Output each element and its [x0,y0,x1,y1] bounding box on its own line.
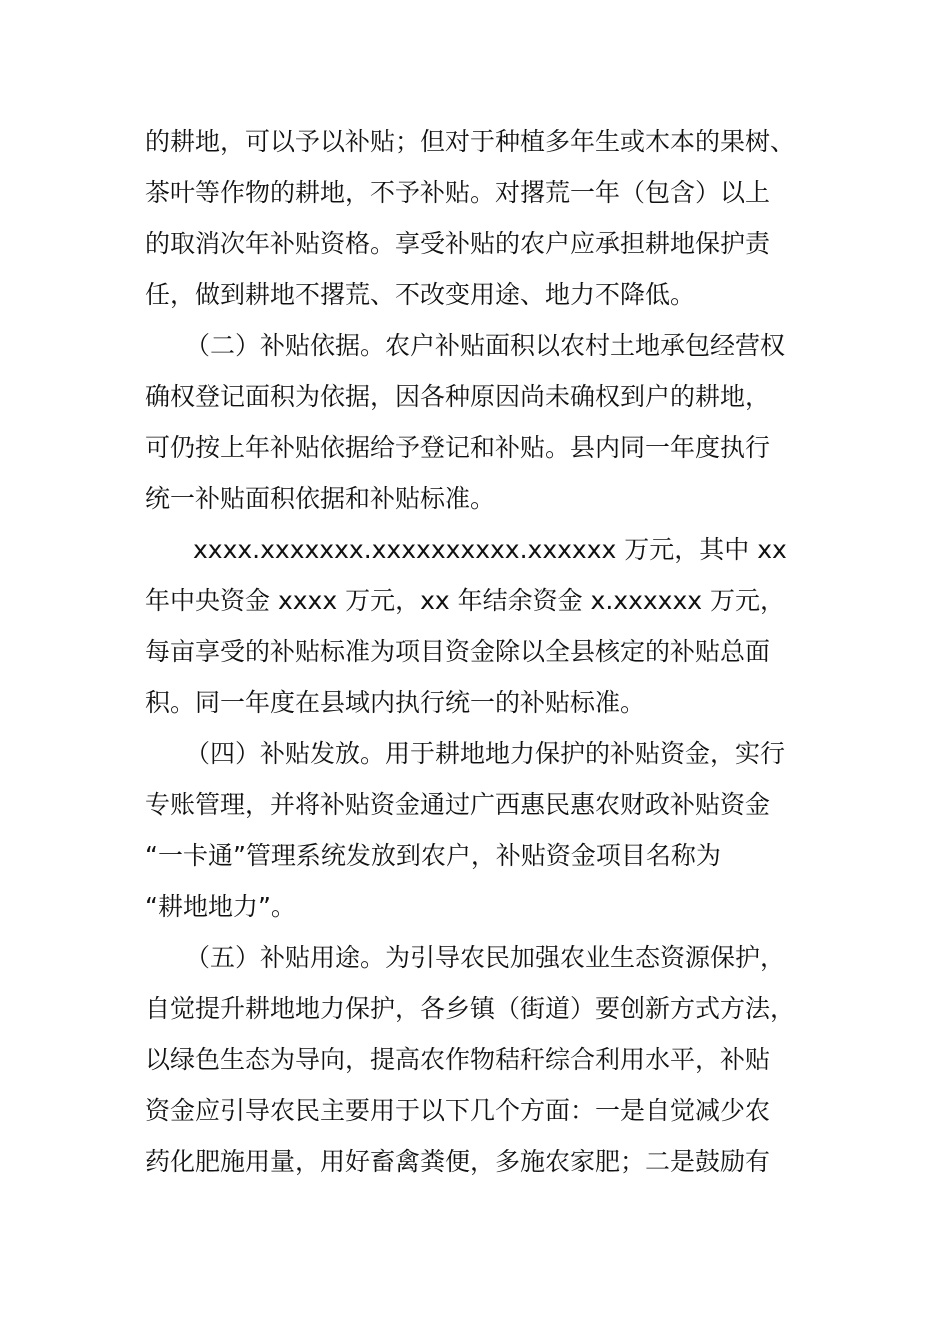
text-line: 药化肥施用量，用好畜禽粪便，多施农家肥；二是鼓励有 [145,1147,771,1176]
text-line: 的取消次年补贴资格。享受补贴的农户应承担耕地保护责 [145,229,771,258]
text-line: 的耕地，可以予以补贴；但对于种植多年生或木本的果树、 [145,127,796,156]
text-line: “一卡通”管理系统发放到农户，补贴资金项目名称为 [145,841,721,870]
text-line: 任，做到耕地不撂荒、不改变用途、地力不降低。 [145,280,696,309]
text-line: 确权登记面积为依据，因各种原因尚未确权到户的耕地， [145,382,771,411]
text-line: 以绿色生态为导向，提高农作物秸秆综合利用水平，补贴 [145,1045,771,1074]
text-line: 资金应引导农民主要用于以下几个方面：一是自觉减少农 [145,1096,771,1125]
text-line: 自觉提升耕地地力保护，各乡镇（街道）要创新方式方法， [145,994,796,1023]
text-line: 专账管理，并将补贴资金通过广西惠民惠农财政补贴资金 [145,790,771,819]
text-line: 积。同一年度在县域内执行统一的补贴标准。 [145,688,646,717]
document-body [145,122,805,1193]
text-line: 每亩享受的补贴标准为项目资金除以全县核定的补贴总面 [145,637,771,666]
paragraph-first-line: （二）补贴依据。农户补贴面积以农村土地承包经营权 [185,331,786,360]
text-line: 可仍按上年补贴依据给予登记和补贴。县内同一年度执行 [145,433,771,462]
text-line: 茶叶等作物的耕地，不予补贴。对撂荒一年（包含）以上 [145,178,771,207]
text-line: 统一补贴面积依据和补贴标准。 [145,484,496,513]
text-line: “耕地地力”。 [145,892,296,921]
paragraph-first-line: （四）补贴发放。用于耕地地力保护的补贴资金，实行 [185,739,786,768]
text-line: 年中央资金 xxxx 万元，xx 年结余资金 x.xxxxxx 万元， [145,586,786,615]
paragraph-first-line: （五）补贴用途。为引导农民加强农业生态资源保护， [185,943,786,972]
paragraph-first-line: xxxx.xxxxxxx.xxxxxxxxxx.xxxxxx 万元，其中 xx [193,535,787,564]
